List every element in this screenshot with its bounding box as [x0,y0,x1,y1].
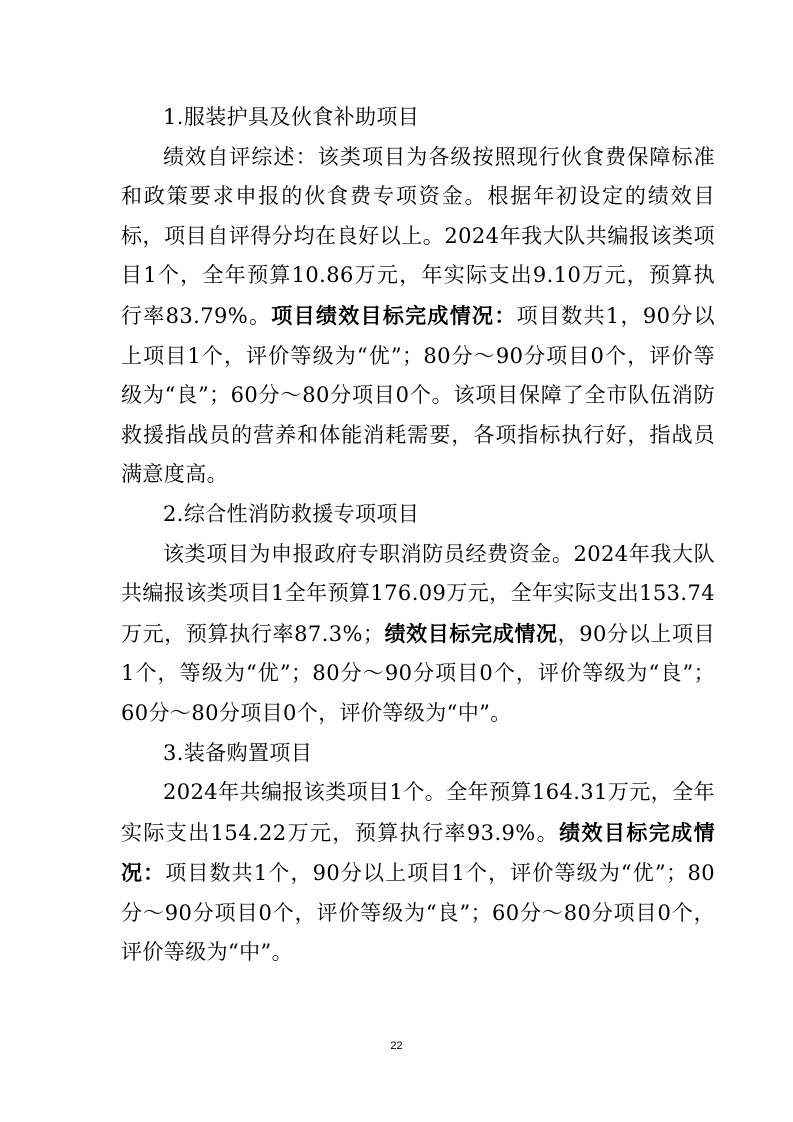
document-body [121,98,715,973]
section3-text-before: 2024年共编报该类项目1个。全年预算164.31万元，全年实际支出154.22万元，预算执行率93.9%。 [121,780,715,845]
page-number: 22 [390,1040,403,1052]
section1-summary-lead: 绩效自评综述： [163,144,318,169]
section1-performance-text: 项目数共1，90分以上项目1个，评价等级为“优”；80分～90分项目0个，评价等级为“良”；60分～80分项目0个。该项目保障了全市队伍消防救援指战员的营养和体能消耗需要，各项指标执行好，指战员满意度高。 [121,303,715,487]
section2-paragraph [121,535,715,734]
section2-text-before: 该类项目为申报政府专职消防员经费资金。2024年我大队共编报该类项目1全年预算176.09万元，全年实际支出153.74万元，预算执行率87.3%； [121,541,715,646]
section3-text-after: 项目数共1个，90分以上项目1个，评价等级为“优”；80分～90分项目0个，评价等级为“良”；60分～80分项目0个，评价等级为“中”。 [121,861,715,965]
section3-paragraph [121,773,715,973]
section2-heading: 2.综合性消防救援专项项目 [163,501,420,526]
section1-performance-label: 项目绩效目标完成情况： [271,302,517,328]
section3-heading: 3.装备购置项目 [163,740,313,765]
section3-performance-label: 绩效目标完成情况： [121,819,715,886]
section2-performance-label: 绩效目标完成情况 [384,620,558,646]
section1-summary-text: 该类项目为各级按照现行伙食费保障标准和政策要求申报的伙食费专项资金。根据年初设定的绩效目标，项目自评得分均在良好以上。2024年我大队共编报该类项目1个，全年预算10.86万元，年实际支出9.10万元，预算执行率83.79%。 [121,144,715,328]
section2-text-after: ，90分以上项目1个，等级为“优”；80分～90分项目0个，评价等级为“良”；60分～80分项目0个，评价等级为“中”。 [121,621,716,725]
section1-summary-paragraph [121,138,715,495]
section1-heading: 1.服装护具及伙食补助项目 [163,105,420,129]
